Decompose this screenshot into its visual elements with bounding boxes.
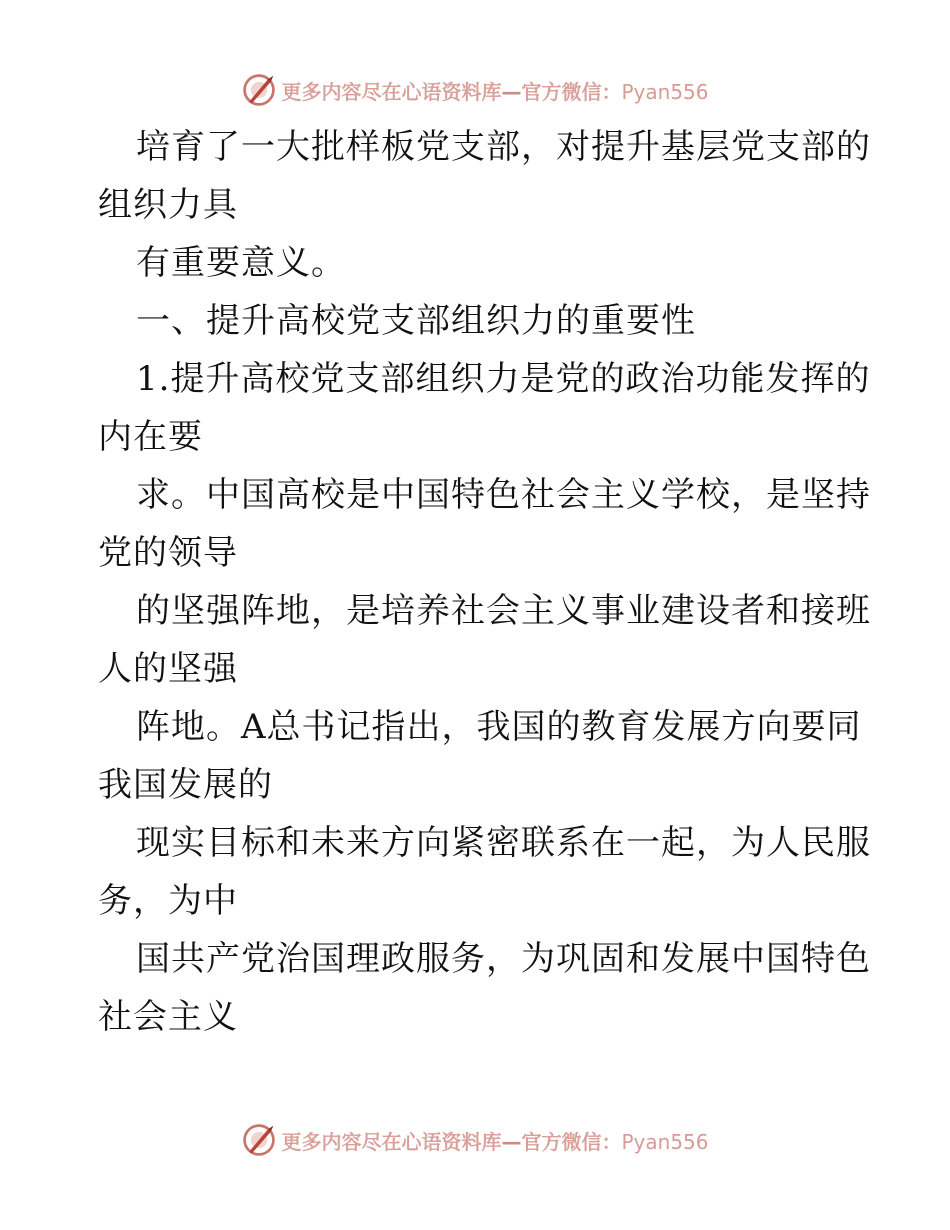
footer-watermark [0, 1120, 950, 1160]
watermark-text: 更多内容尽在心语资料库—官方微信：Pyan556 [281, 79, 709, 104]
watermark-text: 更多内容尽在心语资料库—官方微信：Pyan556 [281, 1129, 709, 1154]
text-line: 阵地。A总书记指出，我国的教育发展方向要同 [136, 707, 862, 747]
text-line: 培育了一大批样板党支部，对提升基层党支部的 [136, 127, 871, 167]
quill-logo-icon [241, 1122, 277, 1158]
document-body [98, 118, 871, 1046]
text-line: 现实目标和未来方向紧密联系在一起，为人民服 [136, 823, 871, 863]
text-line: 党的领导 [98, 533, 238, 573]
text-line: 的坚强阵地，是培养社会主义事业建设者和接班 [136, 591, 871, 631]
subsection-heading: 1.提升高校党支部组织力是党的政治功能发挥的 [136, 359, 871, 399]
text-line: 务，为中 [98, 881, 238, 921]
text-line: 组织力具 [98, 185, 238, 225]
header-watermark [0, 70, 950, 110]
quill-logo-icon [241, 72, 277, 108]
text-line: 人的坚强 [98, 649, 238, 689]
text-line: 内在要 [98, 417, 203, 457]
text-line: 求。中国高校是中国特色社会主义学校，是坚持 [136, 475, 871, 515]
text-line: 我国发展的 [98, 765, 273, 805]
text-line: 有重要意义。 [136, 243, 346, 283]
section-heading: 一、提升高校党支部组织力的重要性 [136, 301, 696, 341]
text-line: 社会主义 [98, 997, 238, 1037]
text-line: 国共产党治国理政服务，为巩固和发展中国特色 [136, 939, 871, 979]
